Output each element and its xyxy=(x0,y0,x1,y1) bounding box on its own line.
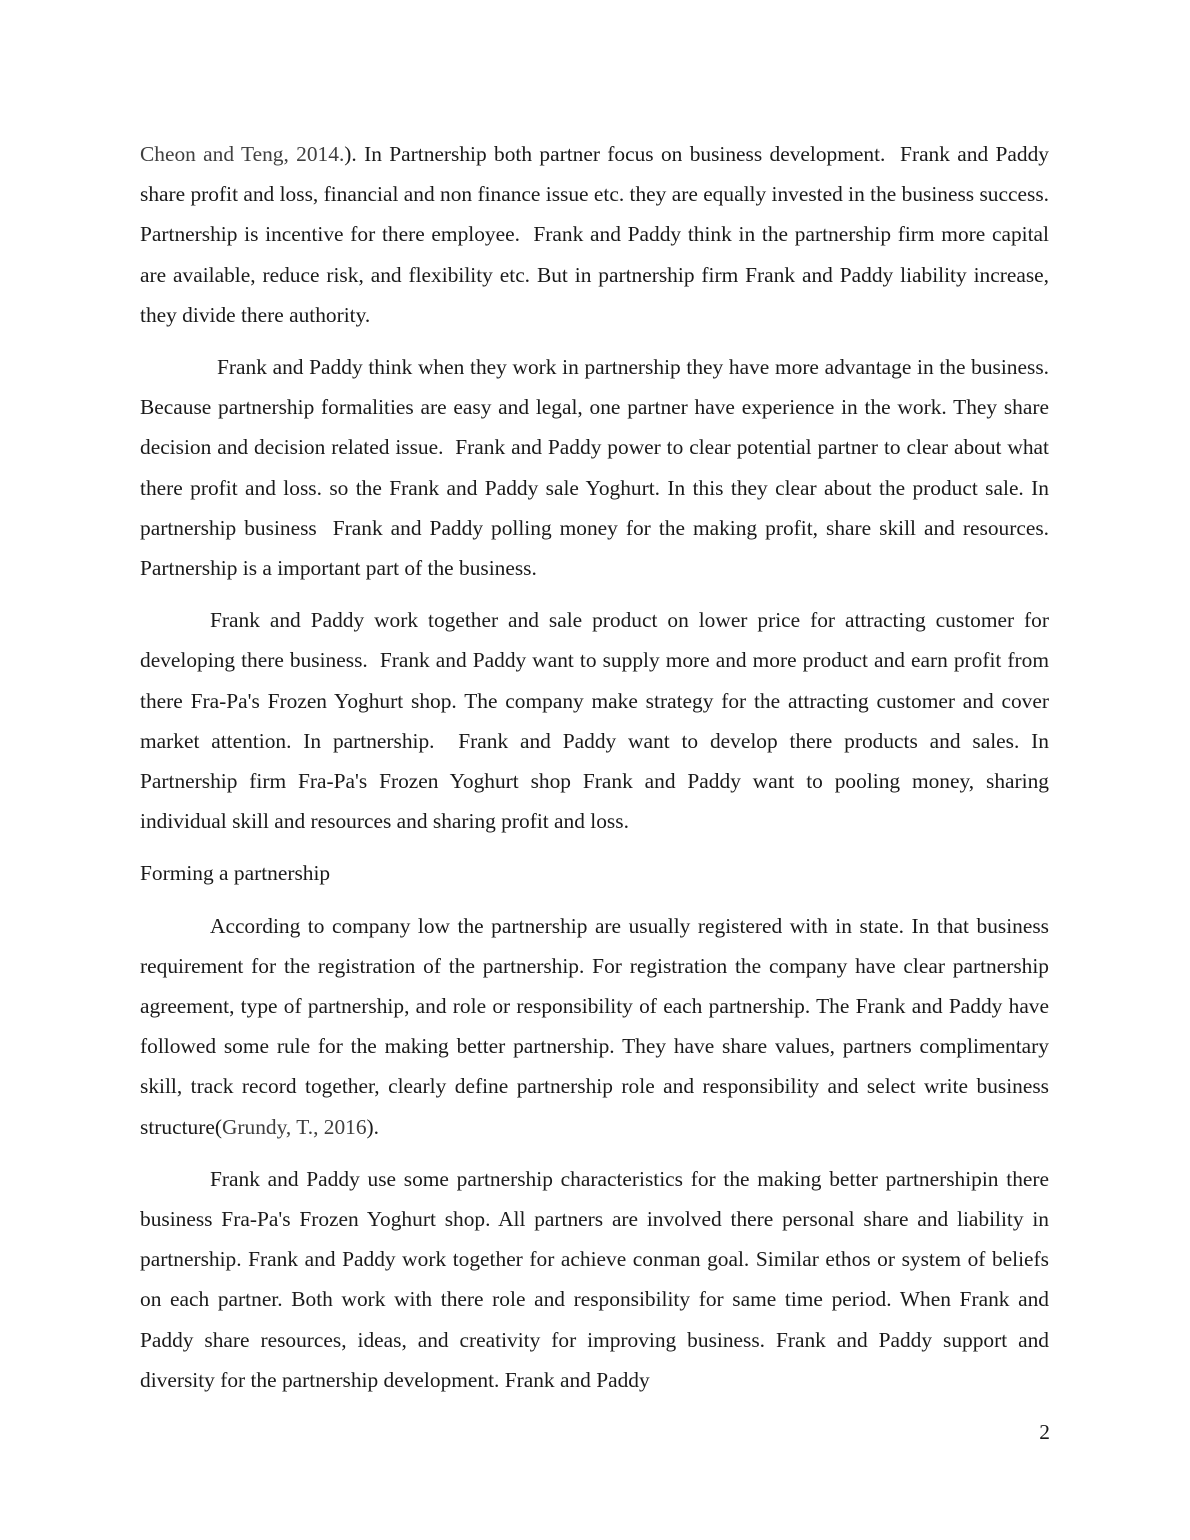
page-number: 2 xyxy=(1039,1420,1050,1444)
paragraph-4-tail: ). xyxy=(366,1114,380,1139)
paragraph-1-text: ). In Partnership both partner focus on business development. Frank and Paddy share profit and loss, financial and non finance issue etc. they are equally invested in the business success. Partnership is incentive for there employee. Frank and Paddy think in the partnership firm more capital are available, reduce risk, and flexibility etc. But in partnership firm Frank and Paddy liability increase, they divide there authority. xyxy=(140,142,1055,327)
paragraph-3: Frank and Paddy work together and sale product on lower price for attracting customer for developing there business. Frank and Paddy want to supply more and more product and earn profit from there Fra-Pa's Frozen Yoghurt shop. The company make strategy for the attracting customer and cover market attention. In partnership. Frank and Paddy want to develop there products and sales. In Partnership firm Fra-Pa's Frozen Yoghurt shop Frank and Paddy want to pooling money, sharing individual skill and resources and sharing profit and loss. xyxy=(140,608,1055,834)
paragraph-2: Frank and Paddy think when they work in partnership they have more advantage in the business. Because partnership formalities are easy and legal, one partner have experience in the work. They share decision and decision related issue. Frank and Paddy power to clear potential partner to clear about what there profit and loss. so the Frank and Paddy sale Yoghurt. In this they clear about the product sale. In partnership business Frank and Paddy polling money for the making profit, share skill and resources. Partnership is a important part of the business. xyxy=(140,355,1055,581)
section-heading: Forming a partnership xyxy=(140,861,331,886)
citation-grundy: Grundy, T., 2016 xyxy=(221,1114,367,1139)
paragraph-4 xyxy=(140,906,1055,1147)
paragraph-4-text: According to company low the partnership are usually registered with in state. In that business requirement for the registration of the partnership. For registration the company have clear partnership agreement, type of partnership, and role or responsibility of each partnership. The Frank and Paddy have followed some rule for the making better partnership. They have share values, partners complimentary skill, track record together, clearly define partnership role and responsibility and select write business structure( xyxy=(140,913,1055,1139)
paragraph-5: Frank and Paddy use some partnership characteristics for the making better partnershipin there business Fra-Pa's Frozen Yoghurt shop. All partners are involved there personal share and liability in partnership. Frank and Paddy work together for achieve conman goal. Similar ethos or system of beliefs on each partner. Both work with there role and responsibility for same time period. When Frank and Paddy share resources, ideas, and creativity for improving business. Frank and Paddy support and diversity for the partnership development. Frank and Paddy xyxy=(140,1166,1055,1392)
document-body xyxy=(140,134,1055,1412)
paragraph-1 xyxy=(140,134,1055,335)
citation-cheon-teng: Cheon and Teng, 2014. xyxy=(140,142,345,166)
